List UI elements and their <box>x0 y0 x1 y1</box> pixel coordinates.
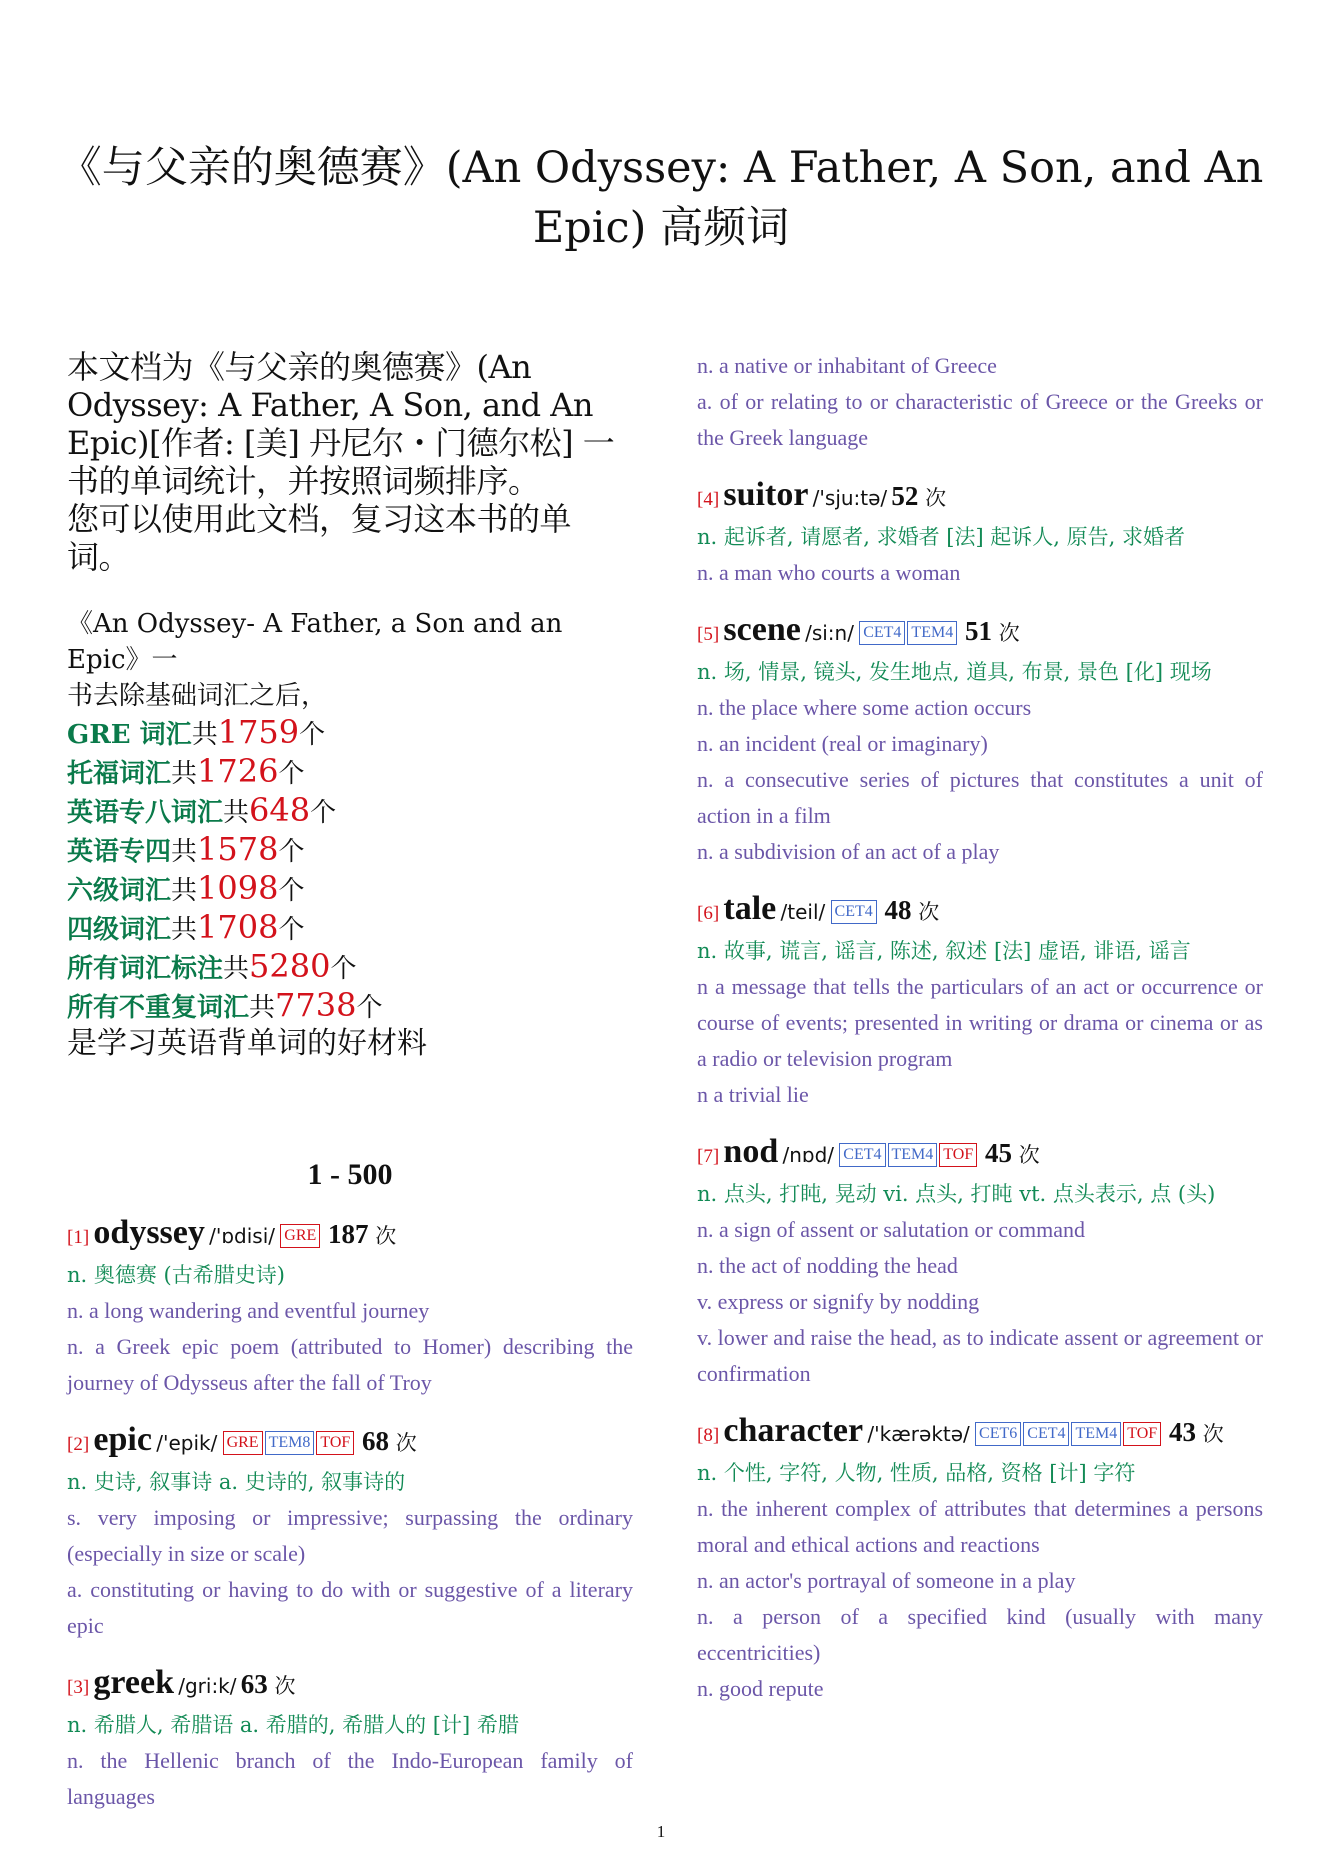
stats-block <box>67 606 633 1062</box>
frequency <box>241 1669 296 1699</box>
stat-count: 5280 <box>249 947 331 985</box>
range-heading: 1 - 500 <box>307 1158 393 1191</box>
english-definition: n. an actor's portrayal of someone in a play <box>697 1568 1076 1593</box>
english-definition: s. very imposing or impressive; surpassing the ordinary (especially in size or scale) <box>67 1505 633 1566</box>
headword: epic <box>93 1421 152 1458</box>
tag-cet4: CET4 <box>859 621 905 645</box>
stat-mid: 共 <box>223 954 250 984</box>
english-definition: v. express or signify by nodding <box>697 1289 980 1314</box>
chinese-definition: n. 史诗, 叙事诗 a. 史诗的, 叙事诗的 <box>67 1470 406 1494</box>
english-definition: n. a long wandering and eventful journey <box>67 1298 430 1323</box>
stat-unit: 个 <box>356 993 383 1023</box>
english-definition: n. the place where some action occurs <box>697 695 1032 720</box>
frequency-count: 52 <box>891 481 919 511</box>
intro-paragraph <box>67 348 633 576</box>
frequency-count: 68 <box>362 1426 390 1456</box>
phonetic: /teil/ <box>780 900 826 924</box>
entry-head <box>697 890 1263 933</box>
stats-list <box>67 714 633 1026</box>
english-definition: n. the act of nodding the head <box>697 1253 958 1278</box>
stat-unit: 个 <box>330 954 357 984</box>
tag-tem4: TEM4 <box>1071 1422 1121 1446</box>
frequency <box>978 1138 1040 1168</box>
intro-line: 词。 <box>67 538 131 576</box>
stat-label: 所有词汇标注 <box>67 954 224 984</box>
summary-line: 《An Odyssey- A Father, a Son and an Epic》一 <box>67 609 563 675</box>
tag-cet6: CET6 <box>975 1422 1021 1446</box>
frequency <box>1162 1417 1224 1447</box>
stat-count: 1726 <box>197 752 279 790</box>
entries-left <box>67 1214 633 1815</box>
stat-line <box>67 753 633 792</box>
headword: character <box>723 1412 864 1449</box>
headword: tale <box>723 890 777 927</box>
intro-line: Odyssey: A Father, A Son, and An <box>67 386 594 424</box>
stat-line <box>67 870 633 909</box>
stat-unit: 个 <box>278 759 305 789</box>
frequency-unit: 次 <box>1202 1422 1224 1446</box>
continued-definitions <box>697 348 1263 456</box>
english-definition: n. a consecutive series of pictures that constitutes a unit of action in a film <box>697 767 1263 828</box>
english-definition: n. the inherent complex of attributes that determines a persons moral and ethical actions and reactions <box>697 1496 1263 1557</box>
entry-number: [8] <box>697 1425 720 1446</box>
entry-number: [7] <box>697 1146 720 1167</box>
english-definition: a. of or relating to or characteristic of Greece or the Greeks or the Greek language <box>697 389 1263 450</box>
english-definition: a. constituting or having to do with or suggestive of a literary epic <box>67 1577 633 1638</box>
headword: scene <box>723 611 801 648</box>
headword: greek <box>93 1664 174 1701</box>
stat-count: 1098 <box>197 869 279 907</box>
stat-unit: 个 <box>278 837 305 867</box>
chinese-definition: n. 场, 情景, 镜头, 发生地点, 道具, 布景, 景色 [化] 现场 <box>697 660 1212 684</box>
stat-mid: 共 <box>171 837 198 867</box>
entry-head <box>697 1133 1263 1176</box>
entry-head <box>67 1421 633 1464</box>
frequency-count: 48 <box>884 895 912 925</box>
word-entry <box>697 1412 1263 1707</box>
stat-line <box>67 909 633 948</box>
stat-label: 英语专八词汇 <box>67 798 224 828</box>
right-column <box>697 348 1263 1707</box>
entry-number: [5] <box>697 624 720 645</box>
english-definition: n. a Greek epic poem (attributed to Homer) describing the journey of Odysseus after the fall of Troy <box>67 1334 633 1395</box>
english-definition: v. lower and raise the head, as to indicate assent or agreement or confirmation <box>697 1325 1263 1386</box>
stat-mid: 共 <box>249 993 276 1023</box>
stat-line <box>67 948 633 987</box>
headword: suitor <box>723 476 809 513</box>
frequency-count: 63 <box>240 1669 268 1699</box>
stat-label: 四级词汇 <box>67 915 172 945</box>
stat-label: GRE 词汇 <box>67 720 192 750</box>
phonetic: /si:n/ <box>805 621 854 645</box>
tag-tof: TOF <box>316 1431 354 1455</box>
intro-line: Epic)[作者: [美] 丹尼尔・门德尔松] 一 <box>67 424 615 462</box>
tag-gre: GRE <box>280 1224 320 1248</box>
entry-number: [2] <box>67 1434 90 1455</box>
tag-tem4: TEM4 <box>907 621 957 645</box>
stat-count: 1708 <box>197 908 279 946</box>
english-definition: n. the Hellenic branch of the Indo-European family of languages <box>67 1748 633 1809</box>
stat-mid: 共 <box>171 915 198 945</box>
entry-number: [4] <box>697 489 720 510</box>
intro-line: 本文档为《与父亲的奥德赛》(An <box>67 348 532 386</box>
frequency <box>878 895 940 925</box>
stat-mid: 共 <box>171 759 198 789</box>
stat-line <box>67 987 633 1026</box>
word-entry <box>67 1214 633 1401</box>
stat-unit: 个 <box>278 915 305 945</box>
english-definition: n. a person of a specified kind (usually with many eccentricities) <box>697 1604 1263 1665</box>
stat-line <box>67 831 633 870</box>
tag-gre: GRE <box>223 1431 263 1455</box>
english-definition: n. a subdivision of an act of a play <box>697 839 1000 864</box>
stat-mid: 共 <box>191 720 218 750</box>
frequency-count: 45 <box>984 1138 1012 1168</box>
word-entry <box>697 1133 1263 1392</box>
stat-unit: 个 <box>299 720 326 750</box>
stat-label: 六级词汇 <box>67 876 172 906</box>
phonetic: /nɒd/ <box>782 1143 835 1167</box>
chinese-definition: n. 个性, 字符, 人物, 性质, 品格, 资格 [计] 字符 <box>697 1461 1136 1485</box>
chinese-definition: n. 故事, 谎言, 谣言, 陈述, 叙述 [法] 虚语, 诽语, 谣言 <box>697 939 1191 963</box>
frequency-unit: 次 <box>395 1431 417 1455</box>
intro-line: 书的单词统计，并按照词频排序。 <box>67 462 540 500</box>
english-definition: n. good repute <box>697 1676 824 1701</box>
stat-line <box>67 792 633 831</box>
english-definition: n a message that tells the particulars of an act or occurrence or course of events; presented in writing or drama or cinema or as a radio or television program <box>697 974 1263 1071</box>
english-definition: n. an incident (real or imaginary) <box>697 731 988 756</box>
tag-tem8: TEM8 <box>265 1431 315 1455</box>
chinese-definition: n. 点头, 打盹, 晃动 vi. 点头, 打盹 vt. 点头表示, 点 (头) <box>697 1182 1216 1206</box>
summary-line: 书去除基础词汇之后， <box>67 681 328 711</box>
left-column <box>67 348 633 1815</box>
entry-number: [3] <box>67 1677 90 1698</box>
english-definition: n. a sign of assent or salutation or command <box>697 1217 1085 1242</box>
entry-head <box>697 476 1263 519</box>
page-number: 1 <box>656 1822 666 1841</box>
headword: nod <box>723 1133 779 1170</box>
stat-label: 英语专四 <box>67 837 172 867</box>
entry-head <box>67 1664 633 1707</box>
phonetic: /'epik/ <box>156 1431 218 1455</box>
stat-label: 托福词汇 <box>67 759 172 789</box>
frequency-unit: 次 <box>998 621 1020 645</box>
phonetic: /'kærəktə/ <box>867 1422 970 1446</box>
entry-number: [1] <box>67 1227 90 1248</box>
tag-cet4: CET4 <box>831 900 877 924</box>
stat-count: 648 <box>249 791 311 829</box>
tag-tof: TOF <box>1123 1422 1161 1446</box>
entries-right <box>697 476 1263 1707</box>
phonetic: /'ɒdisi/ <box>209 1224 276 1248</box>
tag-cet4: CET4 <box>839 1143 885 1167</box>
frequency <box>321 1219 396 1249</box>
headword: odyssey <box>93 1214 205 1251</box>
phonetic: /gri:k/ <box>178 1674 237 1698</box>
phonetic: /'sju:tə/ <box>812 486 888 510</box>
frequency <box>355 1426 417 1456</box>
english-definition: n. a native or inhabitant of Greece <box>697 353 997 378</box>
frequency <box>958 616 1020 646</box>
chinese-definition: n. 起诉者, 请愿者, 求婚者 [法] 起诉人, 原告, 求婚者 <box>697 525 1186 549</box>
chinese-definition: n. 奥德赛 (古希腊史诗) <box>67 1263 285 1287</box>
frequency-count: 51 <box>964 616 992 646</box>
frequency-unit: 次 <box>1018 1143 1040 1167</box>
stat-count: 1578 <box>197 830 279 868</box>
entry-number: [6] <box>697 903 720 924</box>
stat-count: 1759 <box>217 713 300 751</box>
frequency <box>891 481 946 511</box>
intro-line: 您可以使用此文档，复习这本书的单 <box>67 500 572 538</box>
frequency-count: 187 <box>328 1219 369 1249</box>
word-entry <box>67 1664 633 1815</box>
word-entry <box>697 890 1263 1113</box>
page-title: 《与父亲的奥德赛》(An Odyssey: A Father, A Son, and An Epic) 高频词 <box>58 143 1264 253</box>
stat-mid: 共 <box>223 798 250 828</box>
entry-head <box>67 1214 633 1257</box>
frequency-unit: 次 <box>925 486 947 510</box>
stat-unit: 个 <box>278 876 305 906</box>
english-definition: n a trivial lie <box>697 1082 809 1107</box>
entry-head <box>697 611 1263 654</box>
stat-line <box>67 714 633 753</box>
stat-unit: 个 <box>310 798 337 828</box>
entry-head <box>697 1412 1263 1455</box>
english-definition: n. a man who courts a woman <box>697 560 961 585</box>
tag-cet4: CET4 <box>1023 1422 1069 1446</box>
tag-tof: TOF <box>939 1143 977 1167</box>
chinese-definition: n. 希腊人, 希腊语 a. 希腊的, 希腊人的 [计] 希腊 <box>67 1713 519 1737</box>
stats-tail: 是学习英语背单词的好材料 <box>67 1026 427 1061</box>
frequency-count: 43 <box>1168 1417 1196 1447</box>
stat-label: 所有不重复词汇 <box>67 993 250 1023</box>
word-entry <box>67 1421 633 1644</box>
frequency-unit: 次 <box>918 900 940 924</box>
stat-count: 7738 <box>275 986 357 1024</box>
tag-tem4: TEM4 <box>888 1143 938 1167</box>
word-entry <box>697 611 1263 870</box>
word-entry <box>697 476 1263 591</box>
stat-mid: 共 <box>171 876 198 906</box>
frequency-unit: 次 <box>274 1674 296 1698</box>
frequency-unit: 次 <box>375 1224 397 1248</box>
